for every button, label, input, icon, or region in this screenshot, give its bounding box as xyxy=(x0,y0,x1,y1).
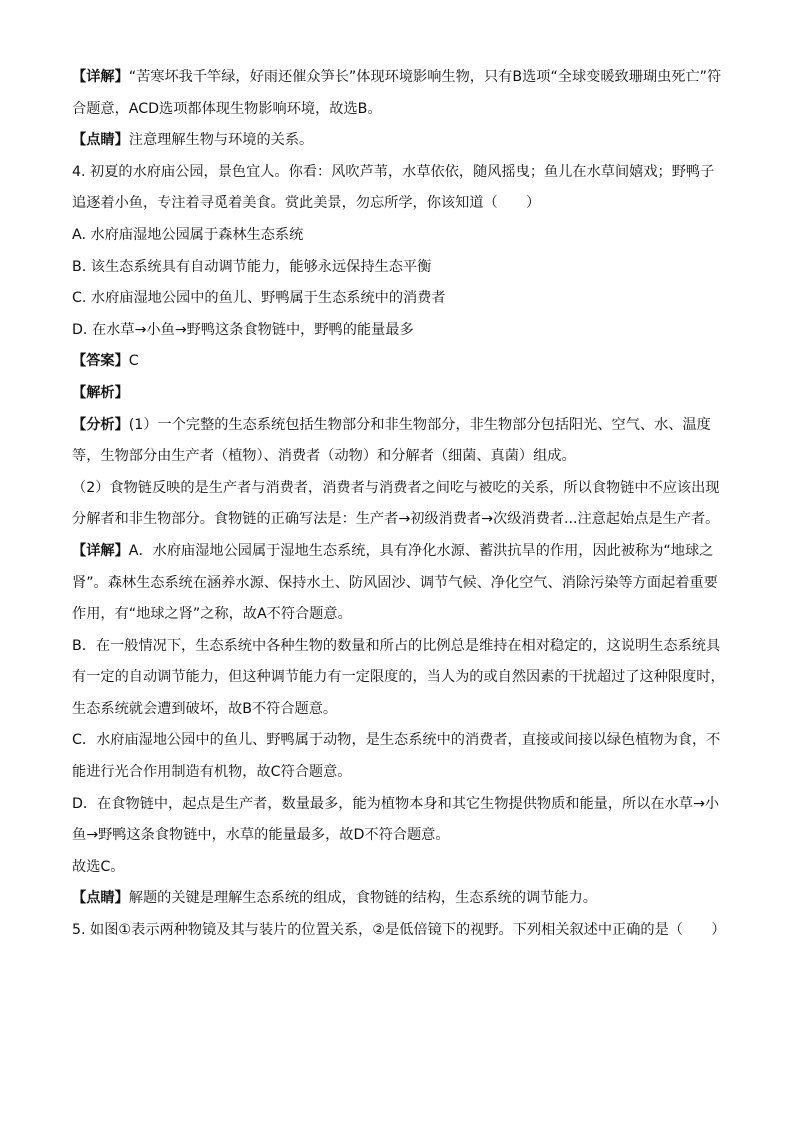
option-text: B. 该生态系统具有自动调节能力，能够永远保持生态平衡 xyxy=(72,258,432,275)
analysis-heading xyxy=(72,378,728,410)
detail-paragraph-c xyxy=(72,725,728,788)
detail-text: B．在一般情况下，生态系统中各种生物的数量和所占的比例总是维持在相对稳定的，这说明生态系统具有一定的自动调节能力，但这种调节能力有一定限度的，当人为的或自然因素的干扰超过了这种限度时，生态系统就会遭到破坏，故B不符合题意。 xyxy=(72,637,725,717)
detail-tag: 【详解】 xyxy=(72,542,129,559)
tip-text: 注意理解生物与环境的关系。 xyxy=(128,132,314,149)
detail-paragraph-d xyxy=(72,789,728,852)
answer-tag: 【答案】 xyxy=(72,353,129,370)
detail-text: D．在食物链中，起点是生产者，数量最多，能为植物本身和其它生物提供物质和能量，所以在水草→小鱼→野鸭这条食物链中，水草的能量最多，故D不符合题意。 xyxy=(72,795,720,844)
analysis-paragraph-2 xyxy=(72,473,728,536)
question-text: 5. 如图①表示两种物镜及其与装片的位置关系，②是低倍镜下的视野。下列相关叙述中正确的是（ ） xyxy=(72,922,726,939)
analysis-paragraph-1 xyxy=(72,410,728,473)
question-4-stem xyxy=(72,157,728,220)
option-text: A. 水府庙湿地公园属于森林生态系统 xyxy=(72,226,304,243)
analysis-tag: 【解析】 xyxy=(72,384,129,401)
detail-text: “苦寒坏我千竿绿，好雨还催众笋长”体现环境影响生物，只有B选项“全球变暖致珊瑚虫死亡”符合题意，ACD选项都体现生物影响环境，故选B。 xyxy=(72,69,722,117)
question-5-stem xyxy=(72,915,728,947)
option-d xyxy=(72,315,728,347)
detail-paragraph-q3 xyxy=(72,62,728,125)
conclusion-paragraph xyxy=(72,852,728,884)
document-content xyxy=(72,62,728,947)
analysis-text: (1）一个完整的生态系统包括生物部分和非生物部分，非生物部分包括阳光、空气、水、温度等，生物部分由生产者（植物）、消费者（动物）和分解者（细菌、真菌）组成。 xyxy=(72,416,711,465)
option-text: C. 水府庙湿地公园中的鱼儿、野鸭属于生态系统中的消费者 xyxy=(72,290,446,307)
tip-tag: 【点睛】 xyxy=(72,890,129,907)
detail-tag: 【详解】 xyxy=(72,69,129,85)
tip-text: 解题的关键是理解生态系统的组成，食物链的结构，生态系统的调节能力。 xyxy=(128,890,597,907)
analysis-text: （2）食物链反映的是生产者与消费者，消费者与消费者之间吃与被吃的关系，所以食物链中不应该出现分解者和非生物部分。食物链的正确写法是：生产者→初级消费者→次级消费者...注意起始点是生产者。 xyxy=(72,479,720,528)
answer-paragraph xyxy=(72,346,728,378)
option-a xyxy=(72,220,728,252)
question-text: 4. 初夏的水府庙公园，景色宜人。你看：风吹芦苇，水草依依，随风摇曳；鱼儿在水草间嬉戏；野鸭子追逐着小鱼，专注着寻觅着美食。赏此美景，勿忘所学，你该知道（ ） xyxy=(72,163,715,212)
tip-paragraph-q3 xyxy=(72,125,728,157)
tip-paragraph-q4 xyxy=(72,883,728,915)
detail-paragraph-b xyxy=(72,631,728,726)
conclusion-text: 故选C。 xyxy=(72,858,125,875)
answer-text: C xyxy=(128,353,139,370)
detail-text: A．水府庙湿地公园属于湿地生态系统，具有净化水源、蓄洪抗旱的作用，因此被称为“地球之肾”。森林生态系统在涵养水源、保持水土、防风固沙、调节气候、净化空气、消除污染等方面起着重要作用，有“地球之肾”之称，故A不符合题意。 xyxy=(72,542,718,623)
detail-text: C．水府庙湿地公园中的鱼儿、野鸭属于动物，是生态系统中的消费者，直接或间接以绿色植物为食，不能进行光合作用制造有机物，故C符合题意。 xyxy=(72,732,721,781)
tip-tag: 【点睛】 xyxy=(72,132,129,149)
detail-paragraph-a xyxy=(72,536,728,631)
option-c xyxy=(72,283,728,315)
option-text: D. 在水草→小鱼→野鸭这条食物链中，野鸭的能量最多 xyxy=(72,321,414,338)
option-b xyxy=(72,252,728,284)
analysis-sub-tag: 【分析】 xyxy=(72,416,129,433)
